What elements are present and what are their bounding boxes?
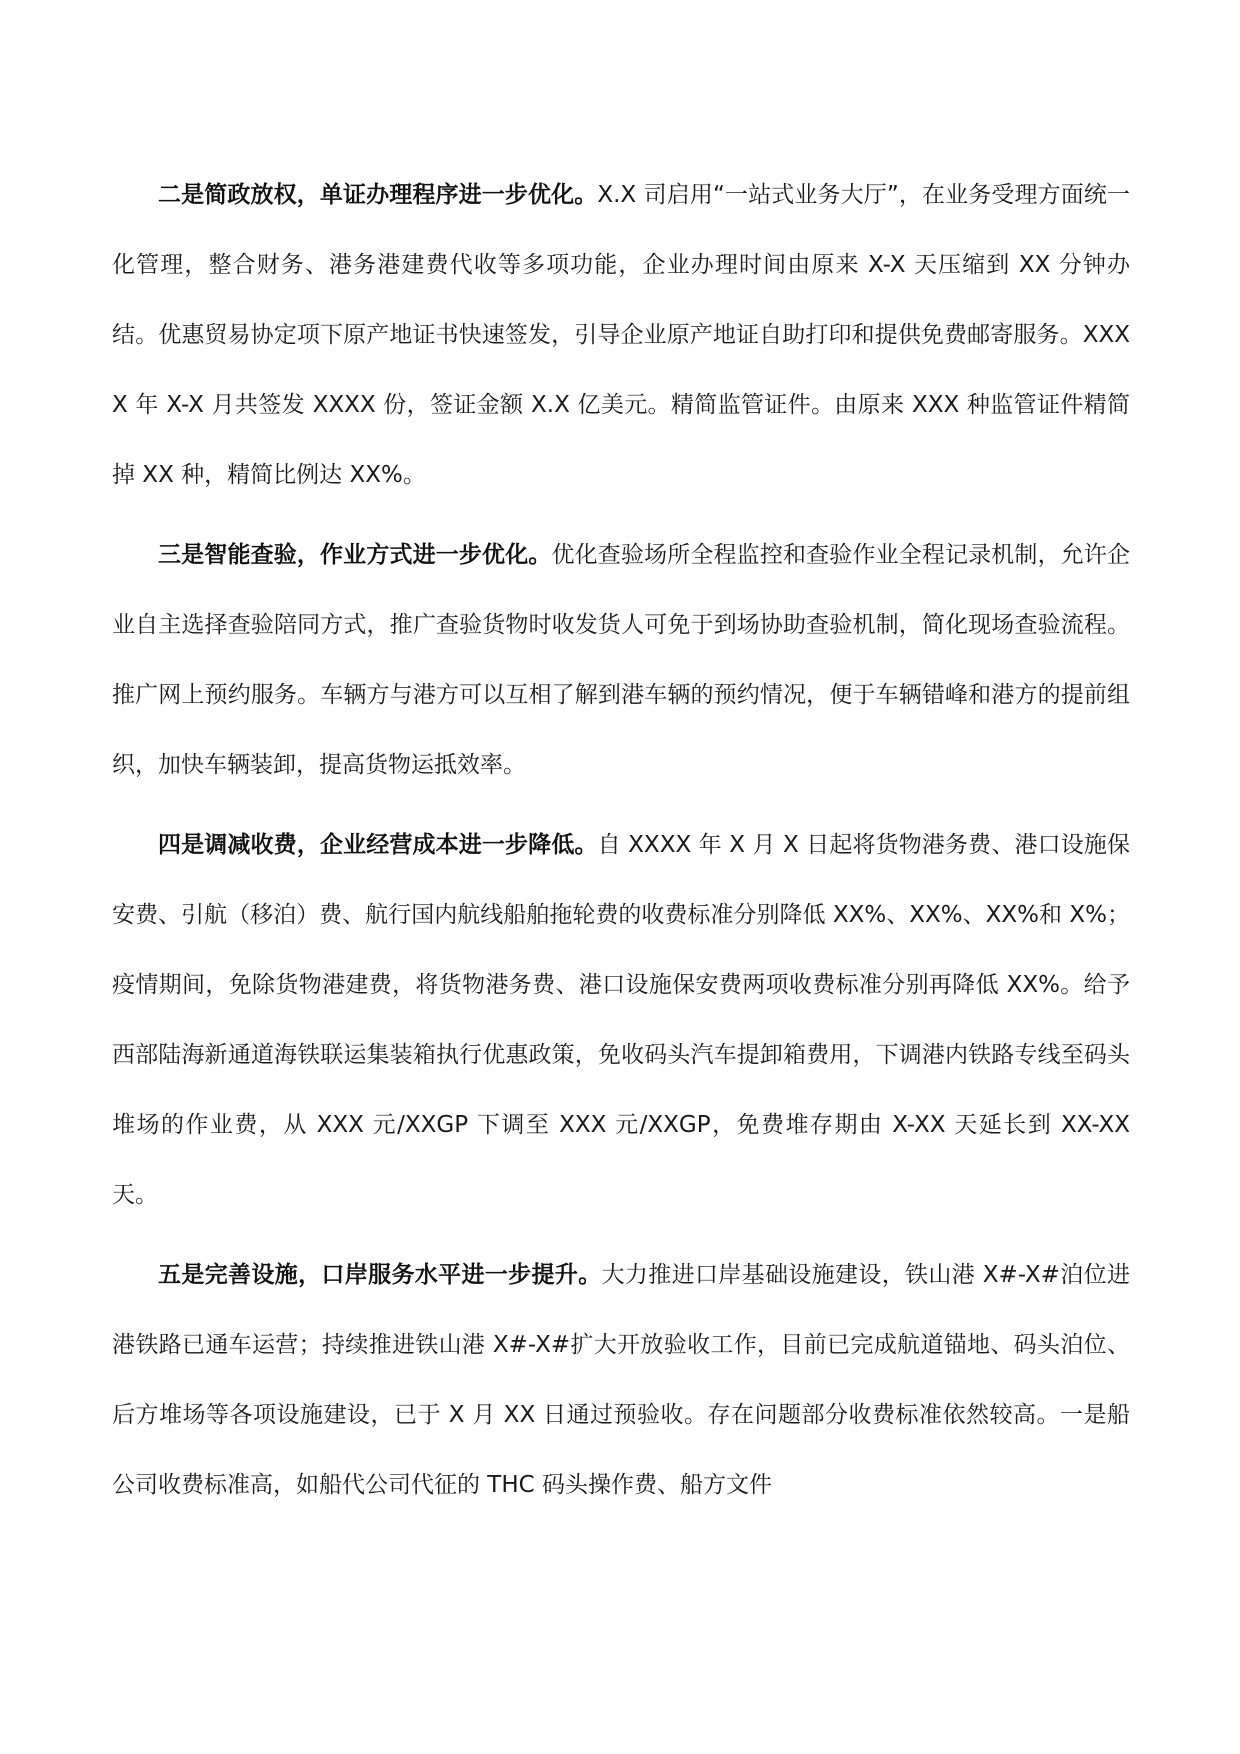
- paragraph-facilities: [112, 1240, 1130, 1520]
- paragraph-simplify-administration: [112, 160, 1130, 510]
- paragraph-text: 自 XXXX 年 X 月 X 日起将货物港务费、港口设施保安费、引航（移泊）费、航行国内航线船舶拖轮费的收费标准分别降低 XX%、XX%、XX%和 X%； 疫情期间，免除货物港建费，将货物港务费、港口设施保安费两项收费标准分别再降低 XX%。给予西部陆海新通道海铁联运集装箱执行优惠政策，免收码头汽车提卸箱费用，下调港内铁路专线至码头堆场的作业费，从 XXX 元/XXGP 下调至 XXX 元/XXGP，免费堆存期由 X-XX 天延长到 XX-XX 天。: [112, 832, 1130, 1208]
- paragraph-heading: 二是简政放权，单证办理程序进一步优化。: [158, 182, 598, 208]
- paragraph-text: 大力推进口岸基础设施建设，铁山港 X#-X#泊位进港铁路已通车运营；持续推进铁山港 X#-X#扩大开放验收工作，目前已完成航道锚地、码头泊位、后方堆场等各项设施建设，已于 X 月 XX 日通过预验收。存在问题部分收费标准依然较高。一是船公司收费标准高，如船代公司代征的 THC 码头操作费、船方文件: [112, 1262, 1130, 1498]
- paragraph-heading: 五是完善设施，口岸服务水平进一步提升。: [158, 1262, 602, 1288]
- paragraph-text: X.X 司启用“一站式业务大厅”，在业务受理方面统一化管理，整合财务、港务港建费代收等多项功能，企业办理时间由原来 X-X 天压缩到 XX 分钟办结。优惠贸易协定项下原产地证书快速签发，引导企业原产地证自助打印和提供免费邮寄服务。XXXX 年 X-X 月共签发 XXXX 份，签证金额 X.X 亿美元。精简监管证件。由原来 XXX 种监管证件精简掉 XX 种，精简比例达 XX%。: [112, 182, 1131, 488]
- paragraph-heading: 四是调减收费，企业经营成本进一步降低。: [158, 832, 598, 858]
- paragraph-heading: 三是智能查验，作业方式进一步优化。: [158, 542, 552, 568]
- paragraph-text: 优化查验场所全程监控和查验作业全程记录机制，允许企业自主选择查验陪同方式，推广查验货物时收发货人可免于到场协助查验机制，简化现场查验流程。推广网上预约服务。车辆方与港方可以互相了解到港车辆的预约情况，便于车辆错峰和港方的提前组织，加快车辆装卸，提高货物运抵效率。: [112, 542, 1131, 778]
- paragraph-fee-reduction: [112, 810, 1130, 1230]
- paragraph-smart-inspection: [112, 520, 1130, 800]
- document-body: [112, 160, 1130, 1530]
